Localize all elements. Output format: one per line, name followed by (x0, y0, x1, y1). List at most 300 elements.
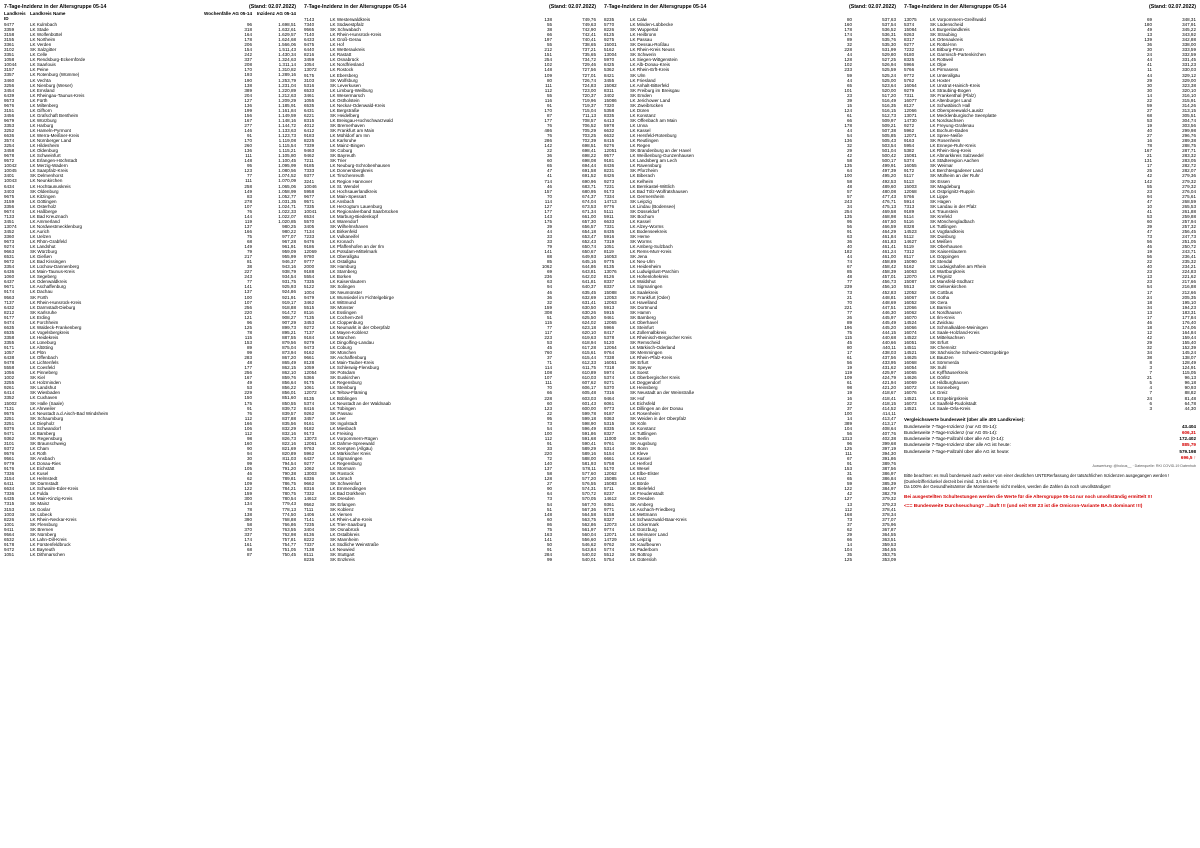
table-body-4 (904, 17, 1196, 411)
cell-landkreis-name: LK Uelzen (30, 233, 51, 239)
cell-wochenfaelle: 19 (846, 390, 852, 396)
cell-inzidenz: 247,73 (1182, 234, 1196, 240)
cell-wochenfaelle: 61 (846, 112, 852, 118)
cell-landkreis-id: 9671 (4, 284, 15, 290)
cell-landkreis-id: 6411 (4, 481, 14, 487)
cell-landkreis-name: LK Stormarn (330, 466, 356, 472)
cell-landkreis-id: 7137 (304, 329, 315, 335)
cell-landkreis-name: LK Steinfurt (630, 324, 654, 330)
cell-wochenfaelle: 29 (846, 148, 852, 154)
cell-landkreis-id: 9361 (604, 501, 615, 507)
cell-wochenfaelle: 62 (246, 476, 252, 482)
cell-landkreis-id: 9189 (904, 208, 915, 214)
cell-landkreis-name: LK Bayreuth (30, 546, 56, 552)
cell-wochenfaelle: 18 (1146, 324, 1152, 330)
cell-landkreis-name: SK Würzburg (30, 249, 58, 255)
cell-landkreis-id: 16072 (904, 385, 917, 391)
cell-landkreis-name: LK Göppingen (930, 254, 960, 260)
cell-inzidenz: 469,58 (882, 208, 896, 214)
cell-inzidenz: 567,36 (582, 506, 596, 512)
summary-heading: Vergleichswerte bundesweit (über alle 400 Landkreise): (904, 416, 1025, 422)
cell-wochenfaelle: 164 (244, 32, 252, 38)
cell-wochenfaelle: 100 (844, 410, 852, 416)
cell-wochenfaelle: 67 (846, 264, 852, 270)
cell-inzidenz: 778,13 (282, 506, 296, 512)
cell-landkreis-name: LK Viersen (330, 511, 353, 517)
cell-wochenfaelle: 197 (544, 37, 552, 43)
cell-landkreis-name: LK Ostholstein (330, 97, 360, 103)
cell-wochenfaelle: 73 (546, 420, 552, 426)
cell-landkreis-id: 7111 (304, 506, 314, 512)
cell-landkreis-name: SK Karlsruhe (30, 309, 57, 315)
cell-wochenfaelle: 7 (1149, 390, 1152, 396)
cell-inzidenz: 330,03 (1182, 67, 1196, 73)
cell-wochenfaelle: 34 (1146, 304, 1152, 310)
cell-wochenfaelle: 54 (1146, 284, 1152, 290)
cell-landkreis-name: LK Diepholz (30, 420, 55, 426)
cell-landkreis-id: 9262 (304, 410, 315, 416)
cell-landkreis-name: LK Ostalbkreis (330, 531, 360, 537)
cell-landkreis-id: 8216 (304, 52, 315, 58)
cell-landkreis-name: LK Böblingen (330, 395, 358, 401)
summary-notes (904, 411, 1196, 511)
cell-wochenfaelle: 91 (546, 546, 552, 552)
cell-inzidenz: 257,94 (1182, 218, 1196, 224)
cell-inzidenz: 529,80 (882, 52, 896, 58)
cell-inzidenz: 563,75 (582, 516, 596, 522)
cell-inzidenz: 379,23 (882, 501, 896, 507)
cell-landkreis-id: 3361 (4, 42, 15, 48)
cell-landkreis-name: LK Sigmaringen (330, 456, 363, 462)
cell-inzidenz: 525,59 (882, 67, 896, 73)
cell-landkreis-name: SK Ludwigshafen am Rhein (930, 264, 987, 270)
cell-inzidenz: 458,42 (882, 264, 896, 270)
cell-landkreis-id: 8135 (604, 264, 615, 270)
cell-landkreis-id: 10044 (4, 62, 17, 68)
cell-landkreis-id: 9763 (304, 445, 315, 451)
cell-wochenfaelle: 45 (846, 340, 852, 345)
cell-inzidenz: 316,10 (1182, 92, 1196, 98)
cell-landkreis-name: LK Bamberg (30, 430, 56, 436)
cell-inzidenz: 389,76 (882, 461, 896, 467)
cell-landkreis-id: 6533 (304, 87, 315, 93)
cell-landkreis-name: LK Göttingen (30, 198, 57, 204)
cell-landkreis-id: 14729 (604, 536, 617, 542)
cell-landkreis-name: LK Siegen-Wittgenstein (630, 57, 678, 63)
cell-inzidenz: 367,87 (882, 526, 896, 532)
cell-inzidenz: 652,43 (582, 239, 596, 245)
cell-landkreis-id: 1059 (304, 365, 315, 371)
cell-landkreis-name: SK Enzkreis (330, 557, 355, 563)
cell-landkreis-id: 5966 (604, 324, 615, 330)
cell-wochenfaelle: 68 (246, 239, 252, 245)
cell-landkreis-id: 9161 (304, 420, 315, 426)
cell-wochenfaelle: 40 (1146, 264, 1152, 270)
cell-landkreis-name: LK Goslar (30, 506, 51, 512)
cell-wochenfaelle: 19 (1146, 249, 1152, 255)
cell-landkreis-id: 6432 (4, 304, 15, 310)
cell-wochenfaelle: 15 (846, 102, 852, 108)
cell-inzidenz: 440,68 (882, 334, 896, 340)
cell-landkreis-name: LK Saalekreis (630, 289, 659, 295)
cell-landkreis-name: LK Celle (30, 52, 48, 58)
cell-landkreis-name: SK Heidelberg (330, 112, 360, 118)
cell-landkreis-name: SK Salzgitter (30, 47, 57, 53)
cell-landkreis-id: 9776 (604, 203, 615, 209)
cell-landkreis-id: 5113 (904, 178, 914, 184)
cell-landkreis-id: 6433 (304, 37, 315, 43)
cell-landkreis-id: 6437 (304, 456, 315, 462)
cell-inzidenz: 751,05 (282, 546, 296, 552)
cell-landkreis-id: 5374 (604, 375, 615, 381)
cell-inzidenz: 702,39 (582, 138, 596, 144)
cell-wochenfaelle: 109 (544, 72, 552, 78)
cell-landkreis-name: SK Schwabach (330, 27, 361, 33)
cell-inzidenz: 523,64 (882, 82, 896, 88)
cell-inzidenz: 612,33 (582, 360, 596, 366)
cell-landkreis-name: SK Passau (330, 410, 353, 416)
cell-landkreis-id: 8327 (604, 430, 615, 436)
column-4-title: 7-Tage-Inzidenz in der Altersgruppe 05-14 (904, 4, 1007, 10)
cell-landkreis-id: 16062 (904, 309, 917, 315)
cell-inzidenz: 690,96 (582, 178, 596, 184)
cell-inzidenz: 194,23 (1182, 304, 1196, 310)
cell-wochenfaelle: 108 (544, 370, 552, 376)
cell-landkreis-name: LK Miesbach (330, 425, 357, 431)
cell-landkreis-name: LK Saale-Orla-Kreis (930, 405, 971, 411)
cell-wochenfaelle: 54 (546, 425, 552, 431)
cell-landkreis-id: 8421 (604, 72, 615, 78)
cell-inzidenz: 315,91 (1182, 97, 1196, 103)
cell-landkreis-name: LK Waldeck-Frankenberg (30, 324, 82, 330)
cell-wochenfaelle: 141 (244, 284, 252, 290)
cell-wochenfaelle: 138 (244, 511, 252, 517)
cell-inzidenz: 1.022,07 (278, 213, 296, 219)
cell-landkreis-id: 8415 (604, 138, 615, 144)
cell-landkreis-id: 8315 (304, 117, 315, 123)
cell-landkreis-id: 3460 (4, 77, 15, 83)
cell-landkreis-name: LK Rhön-Grabfeld (30, 239, 67, 245)
cell-wochenfaelle: 175 (244, 400, 252, 406)
cell-landkreis-name: LK Nordfriesland (330, 62, 364, 68)
cell-landkreis-id: 5958 (304, 188, 315, 194)
summary-row-value: 43.404 (1181, 423, 1196, 429)
cell-landkreis-id: 10045 (4, 168, 17, 174)
cell-wochenfaelle: 60 (546, 158, 552, 164)
cell-landkreis-id: 16066 (904, 324, 917, 330)
cell-wochenfaelle: 217 (244, 254, 252, 260)
cell-inzidenz: 535,30 (882, 42, 896, 48)
cell-wochenfaelle: 177 (244, 365, 252, 371)
cell-landkreis-id: 15090 (904, 259, 917, 265)
cell-wochenfaelle: 174 (844, 32, 852, 38)
cell-inzidenz: 458,89 (882, 259, 896, 265)
column-2-stand: (Stand: 02.07.2022) (549, 4, 596, 10)
cell-landkreis-id: 5711 (604, 486, 614, 492)
cell-landkreis-name: SK Wilhelmshaven (330, 223, 369, 229)
cell-landkreis-name: LK Mansfeld-Südharz (930, 279, 974, 285)
cell-landkreis-name: LK Regionalverband Saarbrücken (330, 208, 399, 214)
cell-landkreis-name: LK Friesland (630, 77, 656, 83)
cell-landkreis-name: LK Regensburg (330, 461, 362, 467)
cell-inzidenz: 605,48 (582, 390, 596, 396)
cell-wochenfaelle: 46 (546, 289, 552, 295)
column-2-header (304, 4, 596, 10)
cell-landkreis-name: SK Fürth (30, 294, 48, 300)
cell-landkreis-name: LK Oldenburg (30, 148, 59, 154)
cell-wochenfaelle: 98 (846, 385, 852, 391)
cell-inzidenz: 235,32 (1182, 259, 1196, 265)
cell-inzidenz: 433,95 (882, 360, 896, 366)
cell-inzidenz: 234,21 (1182, 264, 1196, 270)
cell-inzidenz: 461,83 (882, 239, 896, 245)
cell-wochenfaelle: 140 (544, 461, 552, 467)
cell-wochenfaelle: 1062 (541, 264, 552, 270)
cell-wochenfaelle: 58 (846, 158, 852, 164)
cell-inzidenz: 643,81 (582, 269, 596, 275)
cell-landkreis-id: 5978 (604, 122, 615, 128)
cell-landkreis-id: 12070 (904, 274, 917, 280)
cell-wochenfaelle: 47 (1146, 228, 1152, 234)
cell-landkreis-id: 9674 (4, 208, 15, 214)
cell-landkreis-id: 3252 (4, 127, 15, 133)
cell-wochenfaelle: 177 (544, 117, 552, 123)
cell-landkreis-id: 6431 (304, 107, 315, 113)
cell-landkreis-name: LK Passau (630, 37, 652, 43)
cell-inzidenz: 536,31 (882, 32, 896, 38)
cell-wochenfaelle: 11 (1147, 67, 1152, 73)
cell-landkreis-name: LK Fürth (30, 97, 48, 103)
cell-landkreis-name: SK Bielefeld (630, 486, 655, 492)
cell-landkreis-name: LK Schmalkalden-Meiningen (930, 324, 988, 330)
cell-inzidenz: 456,10 (882, 284, 896, 290)
cell-inzidenz: 475,13 (882, 203, 896, 209)
cell-landkreis-id: 3351 (4, 52, 15, 58)
cell-wochenfaelle: 47 (1146, 198, 1152, 204)
cell-wochenfaelle: 100 (544, 430, 552, 436)
cell-landkreis-id: 9174 (4, 289, 15, 295)
cell-landkreis-name: LK Rastatt (330, 52, 352, 58)
cell-landkreis-name: SK Kaiserslautern (930, 249, 967, 255)
cell-wochenfaelle: 111 (245, 153, 252, 159)
cell-inzidenz: 424,79 (882, 375, 896, 381)
cell-inzidenz: 895,21 (282, 329, 296, 335)
cell-inzidenz: 505,43 (882, 138, 896, 144)
cell-inzidenz: 921,91 (282, 294, 296, 300)
cell-landkreis-name: LK Alzey-Worms (630, 223, 664, 229)
cell-landkreis-id: 15086 (604, 97, 617, 103)
cell-inzidenz: 856,01 (282, 390, 296, 396)
cell-wochenfaelle: 89 (846, 319, 852, 325)
cell-inzidenz: 413,17 (882, 420, 896, 426)
cell-landkreis-name: LK Cham (30, 445, 49, 451)
cell-inzidenz: 576,55 (582, 481, 596, 487)
cell-landkreis-id: 9171 (4, 345, 15, 350)
cell-wochenfaelle: 141 (544, 536, 552, 542)
cell-inzidenz: 507,38 (882, 128, 896, 134)
cell-landkreis-name: LK Nienburg (Weser) (30, 82, 73, 88)
cell-landkreis-id: 9675 (4, 193, 15, 199)
cell-landkreis-id: 15083 (604, 481, 617, 487)
cell-landkreis-id: 9777 (304, 259, 315, 265)
cell-landkreis-id: 5512 (604, 551, 615, 557)
cell-landkreis-name: LK Stendal (930, 259, 953, 265)
cell-landkreis-id: 5974 (604, 370, 615, 376)
cell-landkreis-name: LK Calw (630, 17, 647, 22)
cell-inzidenz: 749,63 (582, 22, 596, 28)
cell-inzidenz: 509,21 (882, 122, 896, 128)
cell-wochenfaelle: 77 (846, 309, 852, 315)
cell-landkreis-name: LK Rheingau-Taunus-Kreis (30, 92, 85, 98)
cell-inzidenz: 766,86 (282, 521, 296, 527)
cell-wochenfaelle: 107 (244, 203, 252, 209)
cell-wochenfaelle: 32 (846, 143, 852, 149)
cell-wochenfaelle: 112 (244, 415, 252, 421)
cell-landkreis-name: LK Vorpommern-Rügen (330, 435, 378, 441)
cell-inzidenz: 408,64 (882, 425, 896, 431)
cell-landkreis-name: SK Bayreuth (330, 153, 356, 159)
cell-inzidenz: 353,09 (882, 557, 896, 563)
cell-inzidenz: 500,42 (882, 153, 896, 159)
cell-wochenfaelle: 24 (1146, 52, 1152, 58)
cell-landkreis-name: LK Esslingen (330, 309, 357, 315)
cell-landkreis-id: 1003 (4, 511, 15, 517)
cell-landkreis-id: 9463 (304, 148, 315, 154)
cell-landkreis-name: LK Tübingen (330, 405, 356, 411)
table-column-1 (4, 22, 296, 557)
cell-landkreis-name: LK Segeberg (30, 274, 57, 280)
cell-inzidenz: 599,78 (582, 410, 596, 416)
cell-inzidenz: 536,52 (882, 27, 896, 33)
cell-wochenfaelle: 54 (846, 133, 852, 139)
cell-inzidenz: 729,46 (582, 62, 596, 68)
cell-landkreis-id: 13071 (904, 112, 917, 118)
cell-landkreis-name: LK Regensburg (330, 380, 362, 386)
cell-landkreis-id: 1051 (4, 551, 15, 557)
cell-landkreis-id: 16073 (904, 400, 917, 406)
cell-inzidenz: 499,91 (882, 163, 896, 169)
cell-wochenfaelle: 4 (1149, 385, 1152, 391)
cell-inzidenz: 516,49 (882, 97, 896, 103)
cell-landkreis-name: SK Leipzig (630, 198, 652, 204)
cell-landkreis-name: LK Sömmerda (930, 360, 960, 366)
cell-landkreis-name: LK Konstanz (630, 112, 656, 118)
cell-landkreis-id: 12071 (904, 133, 917, 139)
cell-landkreis-name: LK Rhein-Lahn-Kreis (330, 516, 373, 522)
cell-landkreis-id: 9462 (304, 153, 315, 159)
cell-landkreis-id: 5913 (604, 304, 615, 310)
cell-landkreis-id: 5570 (304, 218, 315, 224)
cell-inzidenz: 236,41 (1182, 254, 1196, 260)
cell-inzidenz: 348,31 (1182, 17, 1196, 22)
cell-inzidenz: 749,76 (582, 17, 596, 22)
cell-landkreis-name: LK Vechta (30, 77, 51, 83)
cell-inzidenz: 556,60 (582, 536, 596, 542)
cell-landkreis-id: 9187 (604, 410, 615, 416)
cell-wochenfaelle: 127 (244, 97, 252, 103)
cell-landkreis-name: LK Pinneberg (30, 370, 58, 376)
table-column-2 (304, 17, 596, 562)
cell-landkreis-id: 5122 (304, 284, 315, 290)
cell-wochenfaelle: 21 (1146, 153, 1152, 159)
cell-landkreis-id: 12054 (304, 370, 317, 376)
cell-landkreis-name: LK Meißen (930, 239, 952, 245)
cell-wochenfaelle: 119 (244, 218, 252, 224)
cell-landkreis-id: 12062 (604, 471, 617, 477)
cell-inzidenz: 288,75 (1182, 143, 1196, 149)
cell-landkreis-name: LK Landshut (30, 244, 56, 250)
cell-inzidenz: 440,11 (882, 345, 896, 351)
cell-wochenfaelle: 76 (246, 208, 252, 214)
cell-wochenfaelle: 37 (846, 405, 852, 411)
cell-wochenfaelle: 175 (544, 218, 552, 224)
cell-landkreis-id: 9780 (304, 254, 315, 260)
cell-inzidenz: 353,75 (882, 551, 896, 557)
cell-landkreis-name: SK Rostock (330, 471, 354, 477)
cell-landkreis-id: 1061 (304, 385, 315, 391)
cell-landkreis-name: SK Brandenburg an der Havel (630, 148, 691, 154)
cell-landkreis-id: 8236 (304, 557, 315, 563)
cell-inzidenz: 653,47 (582, 234, 596, 240)
cell-wochenfaelle: 53 (1146, 213, 1152, 219)
cell-landkreis-id: 12073 (604, 521, 617, 527)
cell-landkreis-id: 4012 (304, 122, 315, 128)
cell-wochenfaelle: 58 (246, 521, 252, 527)
cell-landkreis-name: LK Nordsachsen (930, 117, 964, 123)
cell-landkreis-name: SK Gera (930, 299, 948, 305)
cell-inzidenz: 708,57 (582, 117, 596, 123)
cell-inzidenz: 402,38 (882, 435, 896, 441)
cell-wochenfaelle: 40 (1146, 128, 1152, 134)
summary-row-value: 579.198 (1179, 448, 1196, 454)
cell-landkreis-id: 9478 (4, 360, 15, 366)
cell-inzidenz: 1.123,73 (278, 133, 296, 139)
cell-inzidenz: 464,29 (882, 228, 896, 234)
cell-inzidenz: 468,98 (882, 213, 896, 219)
cell-landkreis-name: LK Main-Taunus-Kreis (30, 269, 75, 275)
cell-landkreis-name: SK Ulm (630, 72, 646, 78)
cell-inzidenz: 526,94 (882, 62, 896, 68)
column-3-header (604, 4, 896, 10)
cell-landkreis-name: LK Bautzen (930, 355, 954, 361)
cell-landkreis-id: 8231 (604, 168, 615, 174)
cell-wochenfaelle: 18 (1146, 299, 1152, 305)
cell-landkreis-name: LK Herford (630, 461, 652, 467)
cell-landkreis-name: LK Rosenheim (630, 410, 660, 416)
cell-inzidenz: 691,58 (582, 168, 596, 174)
cell-landkreis-id: 14626 (904, 375, 917, 381)
cell-inzidenz: 591,68 (582, 435, 596, 441)
cell-landkreis-name: LK Kitzingen (30, 193, 56, 199)
cell-wochenfaelle: 44 (1146, 57, 1152, 63)
cell-wochenfaelle: 151 (544, 52, 552, 58)
cell-landkreis-id: 6436 (4, 269, 15, 275)
summary-row-label: Bundesweite 7-Tage-Fallzahl über alle AG ist heute: (904, 448, 1010, 454)
cell-wochenfaelle: 6 (1149, 400, 1152, 406)
cell-inzidenz: 560,04 (582, 531, 596, 537)
cell-inzidenz: 445,97 (882, 314, 896, 320)
cell-landkreis-id: 13072 (304, 67, 317, 73)
cell-landkreis-id: 6413 (604, 117, 615, 123)
cell-inzidenz: 598,90 (582, 420, 596, 426)
cell-landkreis-name: LK Olpe (930, 62, 947, 68)
cell-wochenfaelle: 157 (544, 188, 552, 194)
cell-landkreis-name: LK Rhein-Neckar-Kreis (30, 516, 77, 522)
cell-inzidenz: 216,88 (1182, 284, 1196, 290)
cell-inzidenz: 1.100,45 (278, 158, 296, 164)
cell-landkreis-id: 8136 (304, 531, 315, 537)
cell-inzidenz: 899,73 (282, 324, 296, 330)
